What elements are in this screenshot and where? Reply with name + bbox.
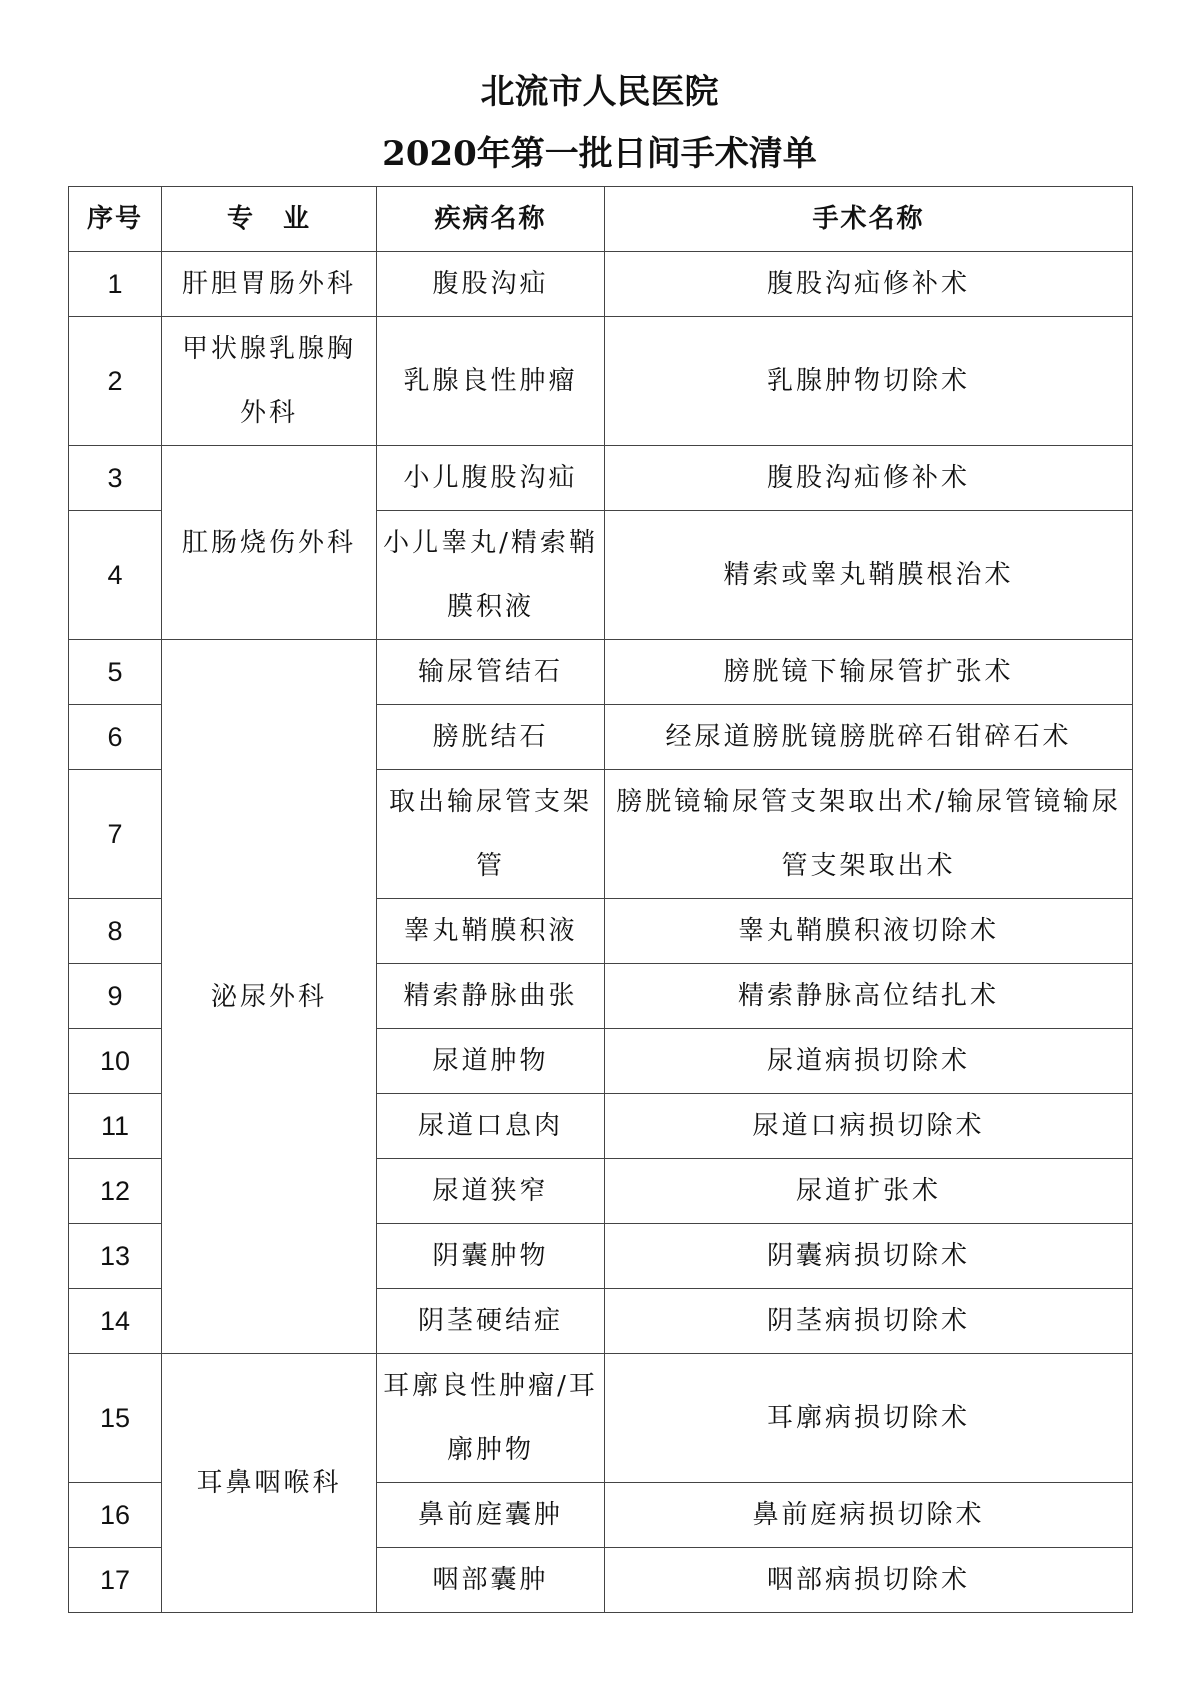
row-surgery: 咽部病损切除术 <box>605 1548 1133 1613</box>
row-no: 7 <box>69 770 162 899</box>
header-no: 序号 <box>69 187 162 252</box>
row-disease: 小儿腹股沟疝 <box>377 446 605 511</box>
row-disease: 尿道狭窄 <box>377 1159 605 1224</box>
row-disease: 取出输尿管支架管 <box>377 770 605 899</box>
row-disease: 鼻前庭囊肿 <box>377 1483 605 1548</box>
row-disease: 睾丸鞘膜积液 <box>377 899 605 964</box>
day-surgery-table <box>68 186 1133 1613</box>
row-surgery: 腹股沟疝修补术 <box>605 446 1133 511</box>
row-no: 5 <box>69 640 162 705</box>
row-surgery: 鼻前庭病损切除术 <box>605 1483 1133 1548</box>
row-surgery: 尿道扩张术 <box>605 1159 1133 1224</box>
row-disease: 腹股沟疝 <box>377 252 605 317</box>
row-no: 12 <box>69 1159 162 1224</box>
row-no: 2 <box>69 317 162 446</box>
row-disease: 乳腺良性肿瘤 <box>377 317 605 446</box>
row-disease: 阴茎硬结症 <box>377 1289 605 1354</box>
row-disease: 耳廓良性肿瘤/耳廓肿物 <box>377 1354 605 1483</box>
table-header-row <box>69 187 1133 252</box>
row-department: 肛肠烧伤外科 <box>162 446 377 640</box>
row-surgery: 阴茎病损切除术 <box>605 1289 1133 1354</box>
row-surgery: 精索或睾丸鞘膜根治术 <box>605 511 1133 640</box>
table-row <box>69 446 1133 511</box>
table-row <box>69 317 1133 446</box>
row-surgery: 膀胱镜输尿管支架取出术/输尿管镜输尿管支架取出术 <box>605 770 1133 899</box>
row-surgery: 睾丸鞘膜积液切除术 <box>605 899 1133 964</box>
row-no: 8 <box>69 899 162 964</box>
row-department: 肝胆胃肠外科 <box>162 252 377 317</box>
row-disease: 尿道口息肉 <box>377 1094 605 1159</box>
header-disease: 疾病名称 <box>377 187 605 252</box>
row-no: 3 <box>69 446 162 511</box>
table-row <box>69 252 1133 317</box>
document-title-hospital: 北流市人民医院 <box>480 72 719 112</box>
row-department: 甲状腺乳腺胸外科 <box>162 317 377 446</box>
row-disease: 精索静脉曲张 <box>377 964 605 1029</box>
row-disease: 阴囊肿物 <box>377 1224 605 1289</box>
header-department: 专 业 <box>162 187 377 252</box>
row-surgery: 尿道病损切除术 <box>605 1029 1133 1094</box>
row-surgery: 经尿道膀胱镜膀胱碎石钳碎石术 <box>605 705 1133 770</box>
table-row <box>69 640 1133 705</box>
row-no: 10 <box>69 1029 162 1094</box>
row-surgery: 腹股沟疝修补术 <box>605 252 1133 317</box>
row-surgery: 乳腺肿物切除术 <box>605 317 1133 446</box>
header-surgery: 手术名称 <box>605 187 1133 252</box>
row-no: 16 <box>69 1483 162 1548</box>
row-department: 泌尿外科 <box>162 640 377 1354</box>
document-title-list: 2020年第一批日间手术清单 <box>382 134 817 174</box>
row-no: 4 <box>69 511 162 640</box>
row-disease: 咽部囊肿 <box>377 1548 605 1613</box>
row-surgery: 阴囊病损切除术 <box>605 1224 1133 1289</box>
row-no: 1 <box>69 252 162 317</box>
row-no: 11 <box>69 1094 162 1159</box>
row-disease: 尿道肿物 <box>377 1029 605 1094</box>
row-no: 13 <box>69 1224 162 1289</box>
row-department: 耳鼻咽喉科 <box>162 1354 377 1613</box>
row-no: 14 <box>69 1289 162 1354</box>
row-no: 15 <box>69 1354 162 1483</box>
row-surgery: 精索静脉高位结扎术 <box>605 964 1133 1029</box>
row-surgery: 膀胱镜下输尿管扩张术 <box>605 640 1133 705</box>
row-surgery: 尿道口病损切除术 <box>605 1094 1133 1159</box>
row-disease: 小儿睾丸/精索鞘膜积液 <box>377 511 605 640</box>
row-no: 17 <box>69 1548 162 1613</box>
row-no: 9 <box>69 964 162 1029</box>
row-no: 6 <box>69 705 162 770</box>
row-disease: 输尿管结石 <box>377 640 605 705</box>
row-disease: 膀胱结石 <box>377 705 605 770</box>
row-surgery: 耳廓病损切除术 <box>605 1354 1133 1483</box>
table-row <box>69 1354 1133 1483</box>
